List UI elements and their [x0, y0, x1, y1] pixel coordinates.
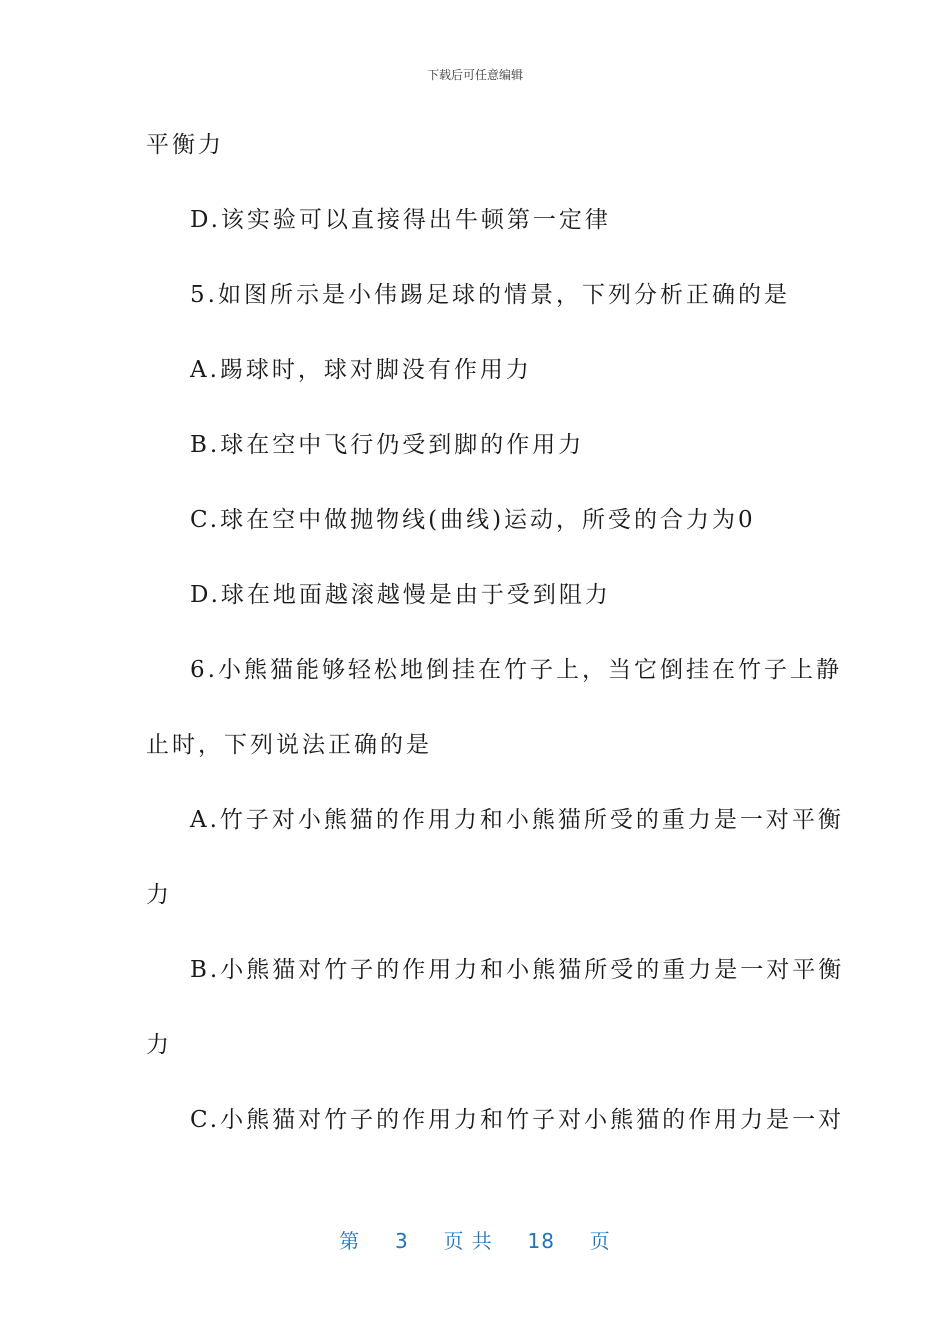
page-footer	[0, 1225, 950, 1254]
question-6-option-b-continued: 力	[146, 1032, 172, 1058]
question-6-option-a-continued: 力	[146, 882, 172, 908]
footer-prefix: 第	[339, 1229, 361, 1253]
header-note: 下载后可任意编辑	[426, 68, 523, 82]
question-6-option-a: A.竹子对小熊猫的作用力和小熊猫所受的重力是一对平衡	[190, 807, 844, 833]
question-5-stem: 5.如图所示是小伟踢足球的情景，下列分析正确的是	[190, 282, 790, 308]
footer-suffix: 页	[589, 1229, 611, 1253]
footer-total-pages: 18	[527, 1229, 555, 1253]
question-5-option-b: B.球在空中飞行仍受到脚的作用力	[190, 432, 585, 458]
question-5-option-a: A.踢球时，球对脚没有作用力	[190, 357, 532, 383]
footer-middle: 页 共	[443, 1229, 493, 1253]
question-6-stem: 6.小熊猫能够轻松地倒挂在竹子上，当它倒挂在竹子上静	[190, 657, 842, 683]
question-6-option-c: C.小熊猫对竹子的作用力和竹子对小熊猫的作用力是一对	[190, 1107, 845, 1133]
question-6-option-b: B.小熊猫对竹子的作用力和小熊猫所受的重力是一对平衡	[190, 957, 845, 983]
text-line: D.该实验可以直接得出牛顿第一定律	[190, 207, 611, 233]
question-5-option-d: D.球在地面越滚越慢是由于受到阻力	[190, 582, 611, 608]
question-6-stem-continued: 止时，下列说法正确的是	[146, 732, 432, 758]
question-5-option-c: C.球在空中做抛物线(曲线)运动，所受的合力为0	[190, 507, 756, 533]
text-line: 平衡力	[146, 132, 224, 158]
footer-page-number: 3	[395, 1229, 409, 1253]
